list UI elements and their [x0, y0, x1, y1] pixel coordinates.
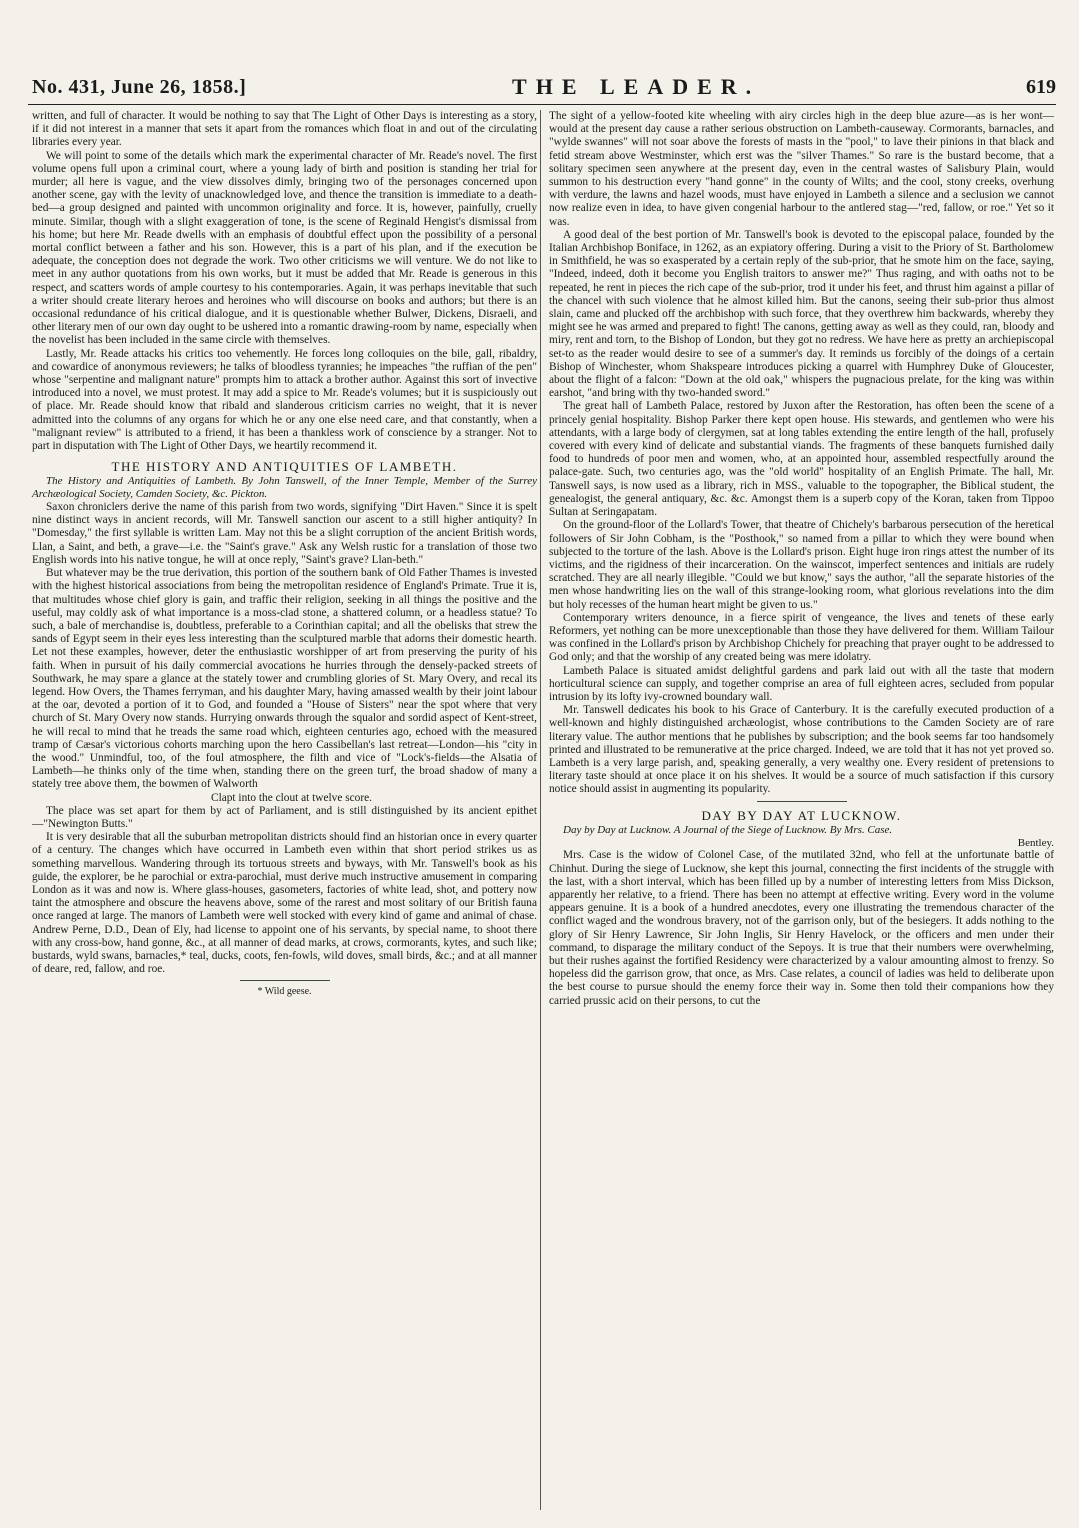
paragraph: But whatever may be the true derivation, this portion of the southern bank of Old Father Thames is invested with the highest historical associations from being the metropolitan residence of England's Primate. True it is, that multitudes whose chief glory is gain, and traffic their religion, seeking in all things the positive and the useful, may coldly ask of what importance is a moss-clad stone, a shattered column, or a headless statue? To such, a bale of merchandise is, doubtless, preferable to a Corinthian capital; and all the obelisks that strew the sands of Egypt seem in their eyes less interesting than the sculptured marble that adorns their domestic hearth. Let not these examples, however, deter the enthusiastic worshipper of art from preserving the purity of his faith. When in pursuit of his daily commercial avocations he hurries through the densely-packed streets of Southwark, he may spare a glance at the stately tower and crumbling glories of St. Mary Overy, and recal its legend. How Overs, the Thames ferryman, and his daughter Mary, having amassed wealth by their joint labour at the oar, devoted a portion of it to God, and founded a "House of Sisters" near the spot where that very church of St. Mary Overy now stands. Hurrying onwards through the squalor and sordid aspect of Kent-street, he will recal to mind that he treads the same road which, eighteen centuries ago, echoed with the measured tramp of Cæsar's victorious cohorts marching upon the hero Cassibellan's last retreat—London—his "city in the wood." Unmindful, too, of the foul atmosphere, the filth and vice of "Lock's-fields—the Alsatia of Lambeth—he thinks only of the time when, standing there on the green turf, the broad shadow of many a stately tree above them, the bowmen of Walworth: [32, 567, 537, 791]
footnote-rule: [240, 980, 330, 981]
paragraph: A good deal of the best portion of Mr. Tanswell's book is devoted to the episcopal palace, founded by the Italian Archbishop Boniface, in 1262, as an expiatory offering. During a visit to the Priory of St. Bartholomew in Smithfield, he was so exasperated by a certain reply of the sub-prior, that he smote him on the face, saying, "Indeed, indeed, doth it become you English traitors to answer me?" Thus raging, and with oaths not to be repeated, he rent in pieces the rich cape of the sub-prior, trod it under his feet, and thrust him against a pillar of the chancel with such violence that he almost killed him. But the canons, seeing their sub-prior thus almost slain, came and plucked off the archbishop with such force, that they overthrew him backwards, whereby they might see he was armed and prepared to fight! The canons, getting away as well as they could, ran, bloody and miry, rent and torn, to the Bishop of London, but they got no redress. We have here as pretty an archiepiscopal set-to as the reader would desire to see of a summer's day. It reminds us forcibly of the doings of a certain Bishop of Winchester, whom Shakspeare introduces picking a quarrel with Humphrey Duke of Gloucester, about the flight of a falcon: "Down at the old oak," whispers the pugnacious prelate, for the king was within earshot, "and bring with thy two-handed sword.": [549, 228, 1054, 400]
publisher: Bentley.: [1017, 836, 1054, 849]
verse-line: Clapt into the clout at twelve score.: [211, 791, 372, 804]
paragraph: The place was set apart for them by act of Parliament, and is still distinguished by its ancient epithet—"Newington Butts.": [32, 804, 537, 830]
article-heading: DAY BY DAY AT LUCKNOW.: [701, 807, 902, 823]
paragraph: Lambeth Palace is situated amidst delightful gardens and park laid out with all the taste that modern horticultural science can supply, and together comprise an area of full eighteen acres, secluded from popular intrusion by its lofty ivy-crowned boundary wall.: [549, 664, 1054, 703]
paragraph: Mr. Tanswell dedicates his book to his Grace of Canterbury. It is the carefully executed production of a well-known and highly distinguished archæologist, whose contributions to the Camden Society are of rare literary value. The author mentions that he publishes by subscription; and the book seems far too handsomely printed and illustrated to be remunerative at the price charged. Indeed, we are told that it has not yet proved so. Lambeth is a very large parish, and, speaking generally, a very wealthy one. Every resident of pretensions to literary taste should at once place it on his shelves. It would be a source of much satisfaction if this cursory notice should assist in augmenting its popularity.: [549, 704, 1054, 796]
paragraph: The great hall of Lambeth Palace, restored by Juxon after the Restoration, has often been the scene of a princely genial hospitality. Bishop Parker there kept open house. His stewards, and gentlemen who were his attendants, with a large body of clergymen, sat at long tables extending the entire length of the hall, profusely covered with every kind of delicate and substantial viands. The fragments of these banquets furnished daily food to hundreds of poor men and women, who, at an appointed hour, assembled respectfully around the palace-gate. Such, two centuries ago, was the "old world" hospitality of an English Primate. The hall, Mr. Tanswell says, is now used as a library, rich in MSS., valuable to the topographer, the Biblical student, the genealogist, the general antiquary, &c. &c. Amongst them is a superb copy of the Koran, taken from Tippoo Sultan at Seringapatam.: [549, 400, 1054, 519]
paragraph: On the ground-floor of the Lollard's Tower, that theatre of Chichely's barbarous persecution of the heretical followers of Sir John Cobham, is the "Posthook," so named from a pillar to which they were bound when subjected to the torture of the lash. Above is the Lollard's prison. Eight huge iron rings attest the number of its victims, and the rigidness of their incarceration. On the wainscot, imperfect sentences and initials are rudely scratched. They are all nearly illegible. "Could we but know," says the author, "all the separate histories of the men whose handwriting lies on the wall of this strange-looking room, what glorious revelations into the dim but holy recesses of the human heart might be given to us.": [549, 519, 1054, 611]
article-subtitle: Day by Day at Lucknow. A Journal of the Siege of Lucknow. By Mrs. Case.: [563, 823, 893, 836]
paragraph: We will point to some of the details which mark the experimental character of Mr. Reade's novel. The first volume opens full upon a criminal court, where a young lady of birth and position is standing her trial for murder; all here is vague, and the view dissolves dimly, bringing two of the personages concerned upon another scene, gay with the levity of unacknowledged love, and thence the transition is immediate to a death-bed—a group designed and painted with uncommon originality and force. It is, however, painfully, cruelly minute. Similar, though with a slight exaggeration of tone, is the scene of Reginald Hengist's dismissal from his home; but here Mr. Reade dwells with an emphasis of doubtful effect upon the possibility of a personal mortal conflict between a father and his son. However, this is a part of his plan, and if the execution be adequate, the conception does not degrade the work. Two other criticisms we will venture. We do not like to meet in any author quotations from his own works, but it must be added that Mr. Reade is generous in this respect, and scatters words of ample courtesy to his contemporaries. Again, it was perhaps inevitable that such a writer should create literary heroes and heroines who will discourse on books and authors; but there is an occasional redundance of his critical dialogue, and it is questionable whether Bulwer, Dickens, Disraeli, and other literary men of our own day ought to be ushered into a romantic drawing-room by name, especially when the novelist has been included in the same circle with themselves.: [32, 149, 537, 347]
newspaper-title: THE LEADER.: [512, 74, 761, 99]
article-subtitle: The History and Antiquities of Lambeth. By John Tanswell, of the Inner Temple, Member of the Surrey Archæological Society, Camden Society, &c. Pickton.: [32, 475, 537, 501]
paragraph: written, and full of character. It would be nothing to say that The Light of Other Days is interesting as a story, if it did not interest in a manner that sets it apart from the romances which float in and out of the circulating libraries every year.: [32, 110, 537, 149]
newspaper-page: [14, 0, 1064, 1528]
paragraph: Contemporary writers denounce, in a fierce spirit of vengeance, the lives and tenets of these early Reformers, yet nothing can be more unexceptionable than those they have delivered for them. William Tailour was confined in the Lollard's prison by Archbishop Chichely for preaching that prayer ought to be addressed to God only; and that the worship of any created being was mere idolatry.: [549, 611, 1054, 664]
right-column: [549, 110, 1054, 1008]
page-number: 619: [1025, 75, 1056, 98]
paragraph: It is very desirable that all the suburban metropolitan districts should find an historian once in every quarter of a century. The changes which have occurred in Lambeth even within that short period strikes us as something marvellous. Wandering through its tortuous streets and byways, with Mr. Tanswell's book as his guide, the explorer, be he parochial or extra-parochial, must derive much instructive amusement in comparing London as it was and now is. Where glass-houses, gasometers, factories of white lead, shot, and pottery now taint the atmosphere and obscure the heavens above, some of the rarest and most solitary of our British fauna once ranged at large. The manors of Lambeth were well stocked with every kind of game and animal of chase. Andrew Perne, D.D., Dean of Ely, had license to appoint one of his servants, by special name, to shoot there with any cross-bow, hand gonne, &c., at all manner of dead marks, at crows, cormorants, kytes, and such like; bustards, wyld swans, barnacles,* teal, ducks, coots, fen-fowls, wild doves, small birds, &c.; and at all manner of deare, red, fallow, and roe.: [32, 831, 537, 976]
left-column: [32, 110, 537, 999]
article-heading: THE HISTORY AND ANTIQUITIES OF LAMBETH.: [111, 459, 458, 475]
paragraph: The sight of a yellow-footed kite wheeling with airy circles high in the deep blue azure—as is her wont—would at the present day cause a rather serious obstruction on Lambeth-causeway. Cormorants, barnacles, and "wylde swannes" will not soar above the forests of masts in the "pool," to lave their pinions in that black and fetid stream above Westminster, which erst was the "silver Thames." So rare is the bustard become, that a solitary specimen seen anywhere at the present day, even in the central wastes of Salisbury Plain, would summon to his destruction every "hand gonne" in the county of Wilts; and the cool, stony creeks, overhung with verdure, the lawns and hazel woods, must have enjoyed in Lambeth a silence and a seclusion we cannot now realize even in idea, to have given congenial harbour to the antlered stag—"red, fallow, or roe." Yet so it was.: [549, 110, 1054, 228]
issue-date: No. 431, June 26, 1858.]: [32, 75, 247, 98]
section-rule: [757, 801, 847, 802]
paragraph: Saxon chroniclers derive the name of this parish from two words, signifying "Dirt Haven." Since it is spelt nine distinct ways in ancient records, will Mr. Tanswell sanction our ascent to a still higher antiquity? In "Domesday," the first syllable is written Lam. May not this be a slight corruption of the ancient British words, Llan, a Saint, and beth, a grave—i.e. the "Saint's grave." Ask any Welsh rustic for a translation of those two English words into his native tongue, he will at once reply, "Saint's grave? Llan-beth.": [32, 501, 537, 566]
column-divider: [540, 110, 541, 1510]
paragraph: Lastly, Mr. Reade attacks his critics too vehemently. He forces long colloquies on the bile, gall, ribaldry, and cowardice of anonymous reviewers; he talks of bloodless tyrannies; he impeaches "the ruffian of the pen" whose "serpentine and malignant nature" prompts him to attack a brother author. Against this sort of invective introduced into a novel, we must protest. It may add a spice to Mr. Reade's volumes; but it is suspiciously out of place. Mr. Reade should know that ribald and slanderous criticism carries no weight, that it is never admitted into the columns of any organs for which he or any one else need care, and that constantly, when a "malignant review" is attributed to a friend, it has been a thankless work of conscience by a stranger. Not to part in disputation with The Light of Other Days, we heartily recommend it.: [32, 347, 537, 453]
masthead-rule: [28, 104, 1056, 105]
masthead: [32, 70, 1056, 104]
paragraph: Mrs. Case is the widow of Colonel Case, of the mutilated 32nd, who fell at the unfortunate battle of Chinhut. During the siege of Lucknow, she kept this journal, connecting the first incidents of the struggle with the last, with a short interval, which has been filled up by a number of interesting letters from Miss Dickson, apparently her relative, to a friend. There has been no attempt at effective writing. Every word in the volume appears genuine. It is a book of a hundred anecdotes, every one illustrating the tremendous character of the conflict waged and the wondrous bravery, not of the garrison only, but of the besiegers. It adds nothing to the glory of Sir Henry Lawrence, Sir John Inglis, Sir Henry Havelock, or the officers and men under their command, to disparage the military conduct of the Sepoys. It is true that their numbers were overwhelming, but their rushes against the fortified Residency were characterized by a valour amounting almost to frenzy. So hopeless did the garrison grow, that once, as Mrs. Case relates, a council of ladies was held to deliberate upon the best course to pursue should the enemy force their way in. Some then told their companions how they carried prussic acid on their persons, to cut the: [549, 849, 1054, 1007]
footnote: * Wild geese.: [257, 986, 312, 998]
